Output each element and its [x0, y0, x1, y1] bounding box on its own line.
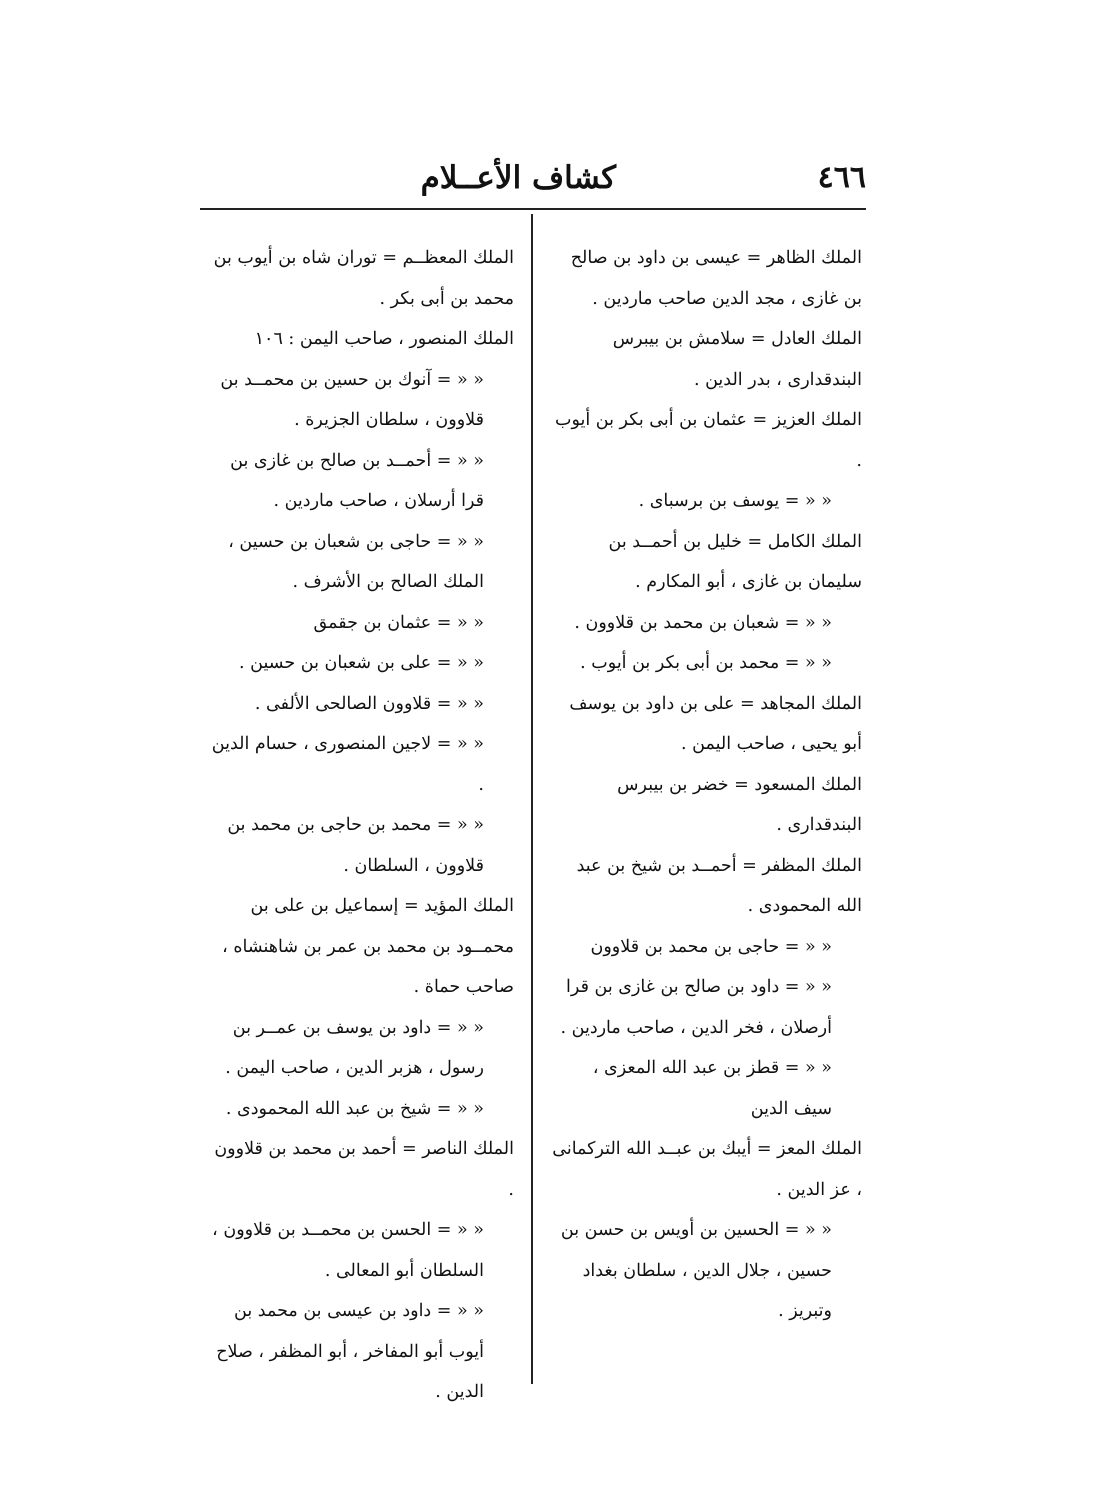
index-entry: « « = على بن شعبان بن حسين . — [239, 653, 484, 673]
index-entry: « « = شيخ بن عبد الله المحمودى . — [225, 1098, 484, 1119]
column-divider — [531, 214, 533, 1384]
index-entry: الملك الكامل = خليل بن أحمــد بن سليمان بن غازى ، أبو المكارم . — [608, 531, 862, 592]
index-entry: « « = داود بن يوسف بن عمــر بن رسول ، هزبر الدين ، صاحب اليمن . — [225, 1017, 484, 1078]
index-entry: الملك المجاهد = على بن داود بن يوسف أبو يحيى ، صاحب اليمن . — [569, 693, 862, 754]
index-entry: الملك الظاهر = عيسى بن داود بن صالح بن غازى ، مجد الدين صاحب ماردين . — [570, 248, 862, 309]
index-entry: « « = حاجى بن محمد بن قلاوون — [590, 936, 832, 957]
index-entry: « « = داود بن عيسى بن محمد بن أيوب أبو المفاخر ، أبو المظفر ، صلاح الدين . — [216, 1301, 484, 1402]
page-header — [200, 160, 866, 208]
page-number: ٤٦٦ — [817, 160, 866, 195]
index-entry: الملك المؤيد = إسماعيل بن على بن محمــود بن محمد بن عمر بن شاهنشاه ، صاحب حماة . — [222, 896, 514, 997]
right-column — [552, 238, 862, 1332]
index-entry: « « = قلاوون الصالحى الألفى . — [254, 693, 484, 714]
index-entry: « « = الحسين بن أويس بن حسن بن حسين ، جلال الدين ، سلطان بغداد وتبريز . — [560, 1220, 832, 1321]
index-entry: « « = آنوك بن حسين بن محمــد بن قلاوون ، سلطان الجزيرة . — [220, 369, 484, 430]
index-entry: « « = أحمــد بن صالح بن غازى بن قرا أرسلان ، صاحب ماردين . — [230, 450, 484, 511]
index-entry: « « = لاجين المنصورى ، حسام الدين . — [211, 734, 484, 795]
index-entry: الملك المنصور ، صاحب اليمن : ١٠٦ — [254, 329, 514, 349]
running-title: كشاف الأعــلام — [420, 160, 616, 196]
index-entry: « « = محمد بن أبى بكر بن أيوب . — [580, 653, 832, 673]
index-entry: « « = قطز بن عبد الله المعزى ، سيف الدين — [592, 1058, 832, 1119]
index-entry: الملك المسعود = خضر بن بيبرس البندقدارى . — [617, 774, 862, 835]
index-entry: الملك العزيز = عثمان بن أبى بكر بن أيوب . — [554, 410, 862, 471]
index-entry: « « = عثمان بن جقمق — [313, 612, 484, 633]
index-entry: « « = حاجى بن شعبان بن حسين ، الملك الصالح بن الأشرف . — [228, 531, 484, 592]
index-entry: « « = شعبان بن محمد بن قلاوون . — [574, 612, 832, 633]
index-entry: الملك الناصر = أحمد بن محمد بن قلاوون . — [214, 1139, 514, 1200]
index-entry: « « = داود بن صالح بن غازى بن قرا أرصلان ، فخر الدين ، صاحب ماردين . — [560, 977, 832, 1038]
index-entry: « « = يوسف بن برسباى . — [638, 491, 832, 511]
left-column — [210, 238, 514, 1413]
index-entry: الملك المعز = أيبك بن عبــد الله التركمانى ، عز الدين . — [552, 1139, 862, 1200]
index-entry: الملك المعظــم = توران شاه بن أيوب بن محمد بن أبى بكر . — [213, 248, 514, 309]
header-rule — [200, 208, 866, 210]
index-entry: الملك العادل = سلامش بن بيبرس البندقدارى ، بدر الدين . — [612, 329, 862, 390]
index-entry: « « = محمد بن حاجى بن محمد بن قلاوون ، السلطان . — [227, 815, 484, 876]
index-entry: الملك المظفر = أحمــد بن شيخ بن عبد الله المحمودى . — [576, 855, 862, 916]
index-entry: « « = الحسن بن محمــد بن قلاوون ، السلطان أبو المعالى . — [212, 1220, 484, 1281]
